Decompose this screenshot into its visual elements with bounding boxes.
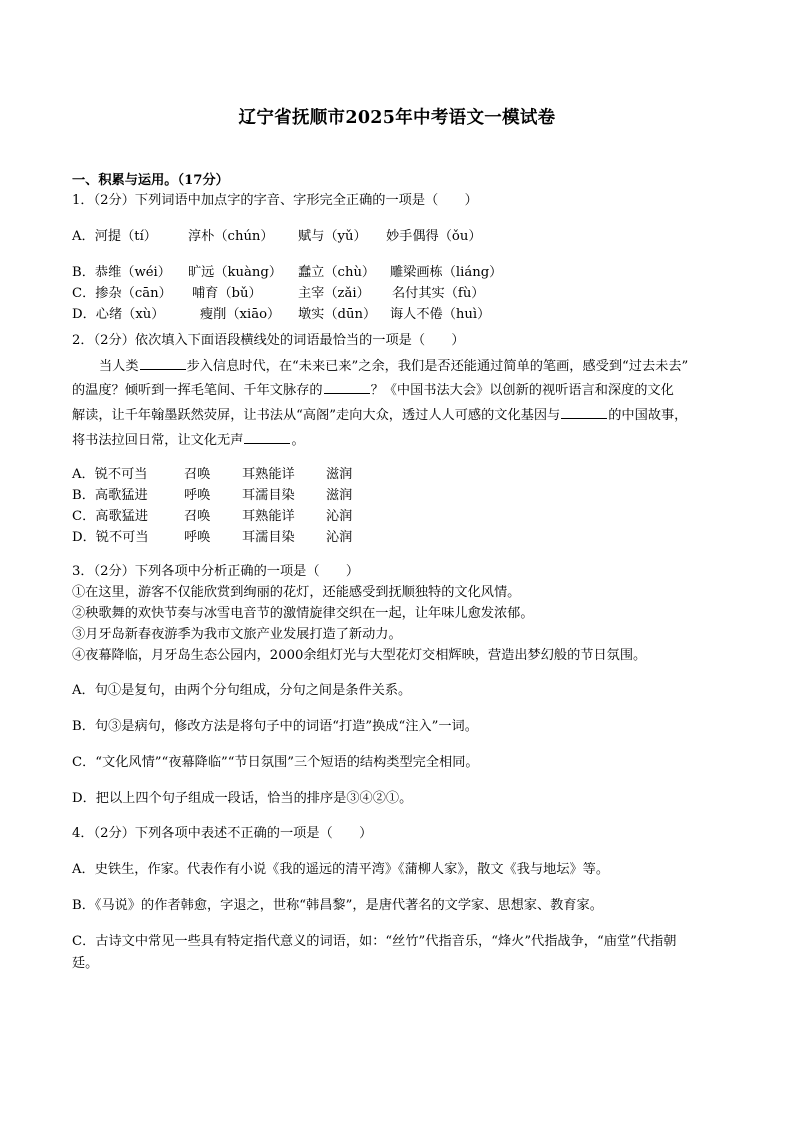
q1-d-word1: D．心绪（xù） bbox=[72, 307, 165, 322]
q1-b-word1: B．恭维（wéi） bbox=[72, 265, 171, 280]
q2-c-word2: 召唤 bbox=[184, 509, 211, 524]
q2-blank-3 bbox=[561, 405, 607, 419]
q2-b-word3: 耳濡目染 bbox=[242, 488, 295, 503]
q4-option-b: B．《马说》的作者韩愈，字退之，世称“韩昌黎”，是唐代著名的文学家、思想家、教育家。 bbox=[72, 898, 603, 913]
q2-a-word3: 耳熟能详 bbox=[242, 467, 295, 482]
q3-option-c: C．“文化风情”“夜幕降临”“节日氛围”三个短语的结构类型完全相同。 bbox=[72, 755, 479, 770]
q4-option-c-line2: 廷。 bbox=[72, 956, 99, 971]
q2-b-word4: 滋润 bbox=[326, 488, 353, 503]
q3-stem: 3．（2分）下列各项中分析正确的一项是（ ） bbox=[72, 564, 360, 579]
q2-a-word4: 滋润 bbox=[326, 467, 353, 482]
q2-c-word3: 耳熟能详 bbox=[242, 509, 295, 524]
q1-a-word1: A．河提（tí） bbox=[72, 229, 157, 244]
q2-passage-line1 bbox=[99, 356, 688, 375]
q1-a-word2: 淳朴（chún） bbox=[188, 229, 274, 244]
q1-d-word4: 诲人不倦（huì） bbox=[390, 307, 491, 322]
q3-sentence-2: ②秧歌舞的欢快节奏与冰雪电音节的激情旋律交织在一起，让年味儿愈发浓郁。 bbox=[72, 606, 534, 621]
q2-text-3a: 解读，让千年翰墨跃然荧屏，让书法从“高阁”走向大众，透过人人可感的文化基因与 bbox=[72, 408, 561, 423]
page-title: 辽宁省抚顺市2025年中考语文一模试卷 bbox=[238, 108, 556, 128]
q1-c-word3: 主宰（zǎi） bbox=[298, 286, 370, 301]
q2-b-word1: B．高歌猛进 bbox=[72, 488, 148, 503]
q2-text-1b: 步入信息时代，在“未来已来”之余，我们是否还能通过简单的笔画，感受到“过去未去” bbox=[186, 359, 689, 374]
q2-text-4a: 将书法拉回日常，让文化无声 bbox=[72, 433, 244, 448]
section-heading: 一、积累与运用。（17分） bbox=[72, 173, 229, 188]
q2-b-word2: 呼唤 bbox=[184, 488, 211, 503]
q2-blank-1 bbox=[140, 356, 186, 370]
q1-b-word2: 旷远（kuàng） bbox=[188, 265, 283, 280]
q2-d-word4: 沁润 bbox=[326, 530, 353, 545]
q2-text-2a: 的温度？倾听到一挥毛笔间、千年文脉存的 bbox=[72, 383, 323, 398]
q2-blank-4 bbox=[244, 430, 290, 444]
q2-text-3b: 的中国故事， bbox=[608, 408, 688, 423]
q1-d-word2: 瘦削（xiāo） bbox=[200, 307, 281, 322]
q2-a-word2: 召唤 bbox=[184, 467, 211, 482]
q1-c-word4: 名付其实（fù） bbox=[392, 286, 485, 301]
q1-d-word3: 墩实（dūn） bbox=[298, 307, 377, 322]
q1-b-word3: 蠢立（chù） bbox=[298, 265, 376, 280]
q2-passage-line3 bbox=[72, 405, 687, 424]
q2-text-1a: 当人类 bbox=[99, 359, 139, 374]
q3-sentence-1: ①在这里，游客不仅能欣赏到绚丽的花灯，还能感受到抚顺独特的文化风情。 bbox=[72, 585, 521, 600]
q1-c-word2: 哺育（bǔ） bbox=[192, 286, 262, 301]
q2-passage-line4 bbox=[72, 430, 305, 449]
q3-sentence-3: ③月牙岛新春夜游季为我市文旅产业发展打造了新动力。 bbox=[72, 627, 402, 642]
q1-c-word1: C．掺杂（cān） bbox=[72, 286, 172, 301]
q4-option-a: A．史铁生，作家。代表作有小说《我的遥远的清平湾》《蒲柳人家》，散文《我与地坛》等。 bbox=[72, 862, 610, 877]
q3-option-a: A．句①是复句，由两个分句组成，分句之间是条件关系。 bbox=[72, 683, 412, 698]
q2-c-word1: C．高歌猛进 bbox=[72, 509, 149, 524]
q2-passage-line2 bbox=[72, 380, 674, 399]
q2-c-word4: 沁润 bbox=[326, 509, 353, 524]
q2-text-2b: ？《中国书法大会》以创新的视听语言和深度的文化 bbox=[370, 383, 674, 398]
q4-stem: 4．（2分）下列各项中表述不正确的一项是（ ） bbox=[72, 826, 373, 841]
q2-a-word1: A．锐不可当 bbox=[72, 467, 148, 482]
q2-d-word1: D．锐不可当 bbox=[72, 530, 149, 545]
q4-option-c-line1: C．古诗文中常见一些具有特定指代意义的词语，如：“丝竹”代指音乐，“烽火”代指战争，“庙堂”代指朝 bbox=[72, 934, 677, 949]
q3-option-b: B．句③是病句，修改方法是将句子中的词语“打造”换成“注入”一词。 bbox=[72, 719, 478, 734]
q2-d-word2: 呼唤 bbox=[184, 530, 211, 545]
q1-b-word4: 雕梁画栋（liáng） bbox=[390, 265, 503, 280]
q2-stem: 2．（2分）依次填入下面语段横线处的词语最恰当的一项是（ ） bbox=[72, 333, 465, 348]
q3-option-d: D．把以上四个句子组成一段话，恰当的排序是③④②①。 bbox=[72, 791, 413, 806]
q2-text-4b: 。 bbox=[291, 433, 305, 448]
q1-a-word4: 妙手偶得（ǒu） bbox=[386, 229, 482, 244]
q2-blank-2 bbox=[324, 380, 370, 394]
q3-sentence-4: ④夜幕降临，月牙岛生态公园内，2000余组灯光与大型花灯交相辉映，营造出梦幻般的节日氛围。 bbox=[72, 648, 647, 663]
q2-d-word3: 耳濡目染 bbox=[242, 530, 295, 545]
q1-a-word3: 赋与（yǔ） bbox=[298, 229, 367, 244]
q1-stem: 1．（2分）下列词语中加点字的字音、字形完全正确的一项是（ ） bbox=[72, 193, 478, 208]
